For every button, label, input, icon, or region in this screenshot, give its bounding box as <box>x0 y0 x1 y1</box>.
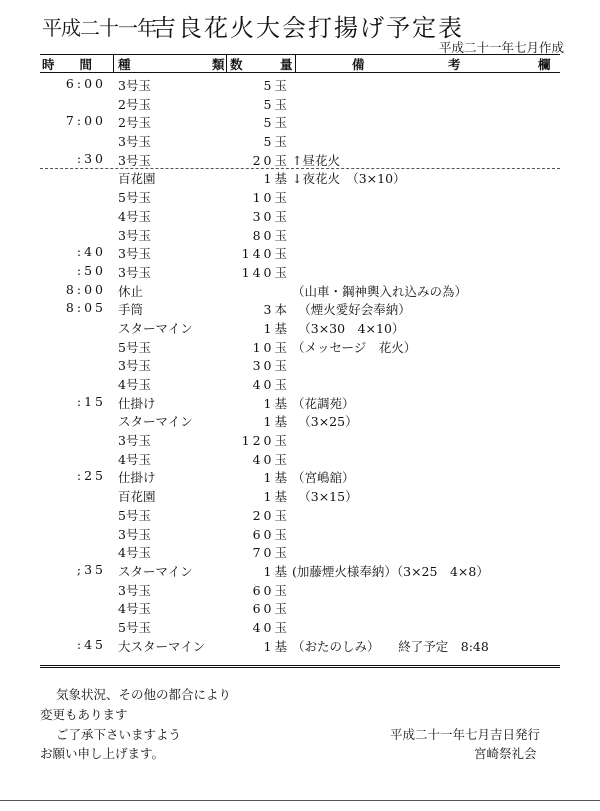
organizer: 宮崎祭礼会 <box>474 746 537 761</box>
row-type: 百花園 <box>118 489 156 505</box>
schedule-table <box>40 75 560 654</box>
col-header-time: 時 間 <box>42 57 93 72</box>
notice-line-4: お願い申し上げます。 <box>40 746 165 761</box>
table-row <box>40 206 560 225</box>
row-time: :15 <box>76 393 106 409</box>
row-quantity: 5玉 <box>263 96 290 112</box>
col-header-note-2: 考 <box>448 57 461 72</box>
row-type: 5号玉 <box>118 190 151 206</box>
row-type: 4号玉 <box>118 451 151 467</box>
row-quantity: 80玉 <box>252 227 290 243</box>
row-quantity: 60玉 <box>252 582 290 598</box>
table-bottom-rule <box>40 665 560 668</box>
row-quantity: 1基 <box>263 395 290 411</box>
col-header-qty-2: 量 <box>280 57 293 72</box>
row-note: （おたのしみ） 終了予定 8:48 <box>292 638 489 654</box>
created-date: 平成二十一年七月作成 <box>438 40 564 55</box>
row-quantity: 140玉 <box>241 264 290 280</box>
row-quantity: 1基 <box>263 470 290 486</box>
row-type: 3号玉 <box>118 264 151 280</box>
table-row <box>40 112 560 131</box>
row-type: 3号玉 <box>118 134 151 150</box>
row-quantity: 1基 <box>263 638 290 654</box>
row-type: 3号玉 <box>118 152 151 168</box>
row-type: 5号玉 <box>118 339 151 355</box>
table-row <box>40 299 560 318</box>
table-row <box>40 187 560 206</box>
row-quantity: 60玉 <box>252 526 290 542</box>
row-note: （花調苑） <box>292 395 355 411</box>
row-note: （3×15） <box>292 489 358 505</box>
row-type: 4号玉 <box>118 377 151 392</box>
row-type: 3号玉 <box>118 433 151 449</box>
table-row <box>40 393 560 412</box>
issued-date: 平成二十一年七月吉日発行 <box>390 727 541 742</box>
row-quantity: 3本 <box>263 302 290 318</box>
table-row <box>40 225 560 244</box>
table-row <box>40 636 560 655</box>
table-row <box>40 150 560 169</box>
row-type: 3号玉 <box>118 582 151 598</box>
table-row <box>40 243 560 262</box>
table-row <box>40 524 560 543</box>
table-row <box>40 318 560 337</box>
row-time: 6:00 <box>65 76 106 91</box>
row-type: 4号玉 <box>118 601 151 617</box>
row-quantity: 1基 <box>263 320 290 336</box>
row-note: （煙火愛好会奉納） <box>292 302 411 318</box>
table-row <box>40 430 560 449</box>
row-quantity: 70玉 <box>252 545 290 561</box>
row-quantity: 10玉 <box>252 339 290 355</box>
table-row <box>40 411 560 430</box>
row-type: 2号玉 <box>118 115 151 131</box>
col-header-type-1: 種 <box>118 57 131 72</box>
row-type: 大スターマイン <box>118 638 206 654</box>
row-quantity: 30玉 <box>252 358 290 374</box>
table-row <box>40 94 560 113</box>
table-row <box>40 598 560 617</box>
page-title: 吉良花火大会打揚げ予定表 <box>152 14 464 42</box>
row-type: 3号玉 <box>118 227 151 243</box>
notice-line-2: 変更もあります <box>40 707 128 722</box>
table-row <box>40 262 560 281</box>
row-type: 3号玉 <box>118 78 151 93</box>
row-type: スターマイン <box>118 563 193 579</box>
header-bottom-rule <box>40 72 560 73</box>
row-type: 仕掛け <box>118 470 156 486</box>
row-quantity: 40玉 <box>252 377 290 392</box>
table-header <box>40 55 560 72</box>
row-time: ;35 <box>76 561 106 577</box>
table-row <box>40 337 560 356</box>
row-type: 百花園 <box>118 171 156 187</box>
row-time: :30 <box>76 150 106 166</box>
row-note: ↓夜花火 （3×10） <box>292 171 406 187</box>
header-divider <box>295 55 296 72</box>
row-type: 手筒 <box>118 302 144 318</box>
row-quantity: 40玉 <box>252 451 290 467</box>
row-quantity: 30玉 <box>252 208 290 224</box>
row-type: 3号玉 <box>118 246 151 262</box>
table-row <box>40 486 560 505</box>
row-type: 仕掛け <box>118 395 156 411</box>
row-note: (加藤煙火様奉納）（3×25 4×8） <box>292 563 489 579</box>
table-row <box>40 617 560 636</box>
page-bottom-rule <box>0 800 600 801</box>
table-row <box>40 281 560 300</box>
row-type: スターマイン <box>118 414 193 430</box>
row-time: :40 <box>76 244 106 260</box>
table-row <box>40 168 560 187</box>
col-header-note-3: 欄 <box>538 57 551 72</box>
table-row <box>40 355 560 374</box>
row-quantity: 1基 <box>263 171 290 187</box>
row-note: ↑昼花火 <box>292 152 340 168</box>
row-time: 7:00 <box>65 113 106 129</box>
row-type: 5号玉 <box>118 507 151 523</box>
row-type: スターマイン <box>118 320 193 336</box>
row-quantity: 120玉 <box>241 433 290 449</box>
row-type: 4号玉 <box>118 208 151 224</box>
row-quantity: 10玉 <box>252 190 290 206</box>
title-era: 平成二十一年 <box>42 16 156 40</box>
row-quantity: 5玉 <box>263 134 290 150</box>
row-quantity: 1基 <box>263 489 290 505</box>
table-row <box>40 131 560 150</box>
row-type: 3号玉 <box>118 358 151 374</box>
table-row <box>40 467 560 486</box>
col-header-type-2: 類 <box>212 57 225 72</box>
row-note: （山車・鋼神輿入れ込みの為） <box>292 283 468 299</box>
row-time: 8:00 <box>65 281 106 297</box>
row-type: 2号玉 <box>118 96 151 112</box>
table-row <box>40 561 560 580</box>
row-type: 4号玉 <box>118 545 151 561</box>
row-quantity: 40玉 <box>252 619 290 635</box>
row-time: :45 <box>76 636 106 652</box>
row-quantity: 140玉 <box>241 246 290 262</box>
row-note: （3×25） <box>292 414 358 430</box>
header-divider <box>226 55 227 72</box>
table-row <box>40 449 560 468</box>
col-header-note-1: 備 <box>352 57 365 72</box>
row-quantity: 60玉 <box>252 601 290 617</box>
row-type: 5号玉 <box>118 619 151 635</box>
row-quantity: 20玉 <box>252 152 290 168</box>
row-quantity: 5玉 <box>263 78 290 93</box>
row-time: 8:05 <box>65 300 106 316</box>
header-divider <box>113 55 114 72</box>
col-header-qty-1: 数 <box>230 57 243 72</box>
row-quantity: 1基 <box>263 414 290 430</box>
row-time: :50 <box>76 262 106 278</box>
table-row <box>40 505 560 524</box>
row-note: （宮嶋舘） <box>292 470 355 486</box>
notice-line-3: ご了承下さいますよう <box>56 727 182 742</box>
row-type: 休止 <box>118 283 144 299</box>
table-row <box>40 75 560 94</box>
row-type: 3号玉 <box>118 526 151 542</box>
table-row <box>40 374 560 393</box>
table-row <box>40 542 560 561</box>
notice-line-1: 気象状況、その他の都合により <box>56 687 232 702</box>
title-row <box>42 8 562 42</box>
row-note: （メッセージ 花火） <box>292 339 417 355</box>
row-note: （3×30 4×10） <box>292 320 405 336</box>
row-quantity: 20玉 <box>252 507 290 523</box>
row-quantity: 1基 <box>263 563 290 579</box>
table-row <box>40 580 560 599</box>
row-time: :25 <box>76 468 106 484</box>
row-quantity: 5玉 <box>263 115 290 131</box>
